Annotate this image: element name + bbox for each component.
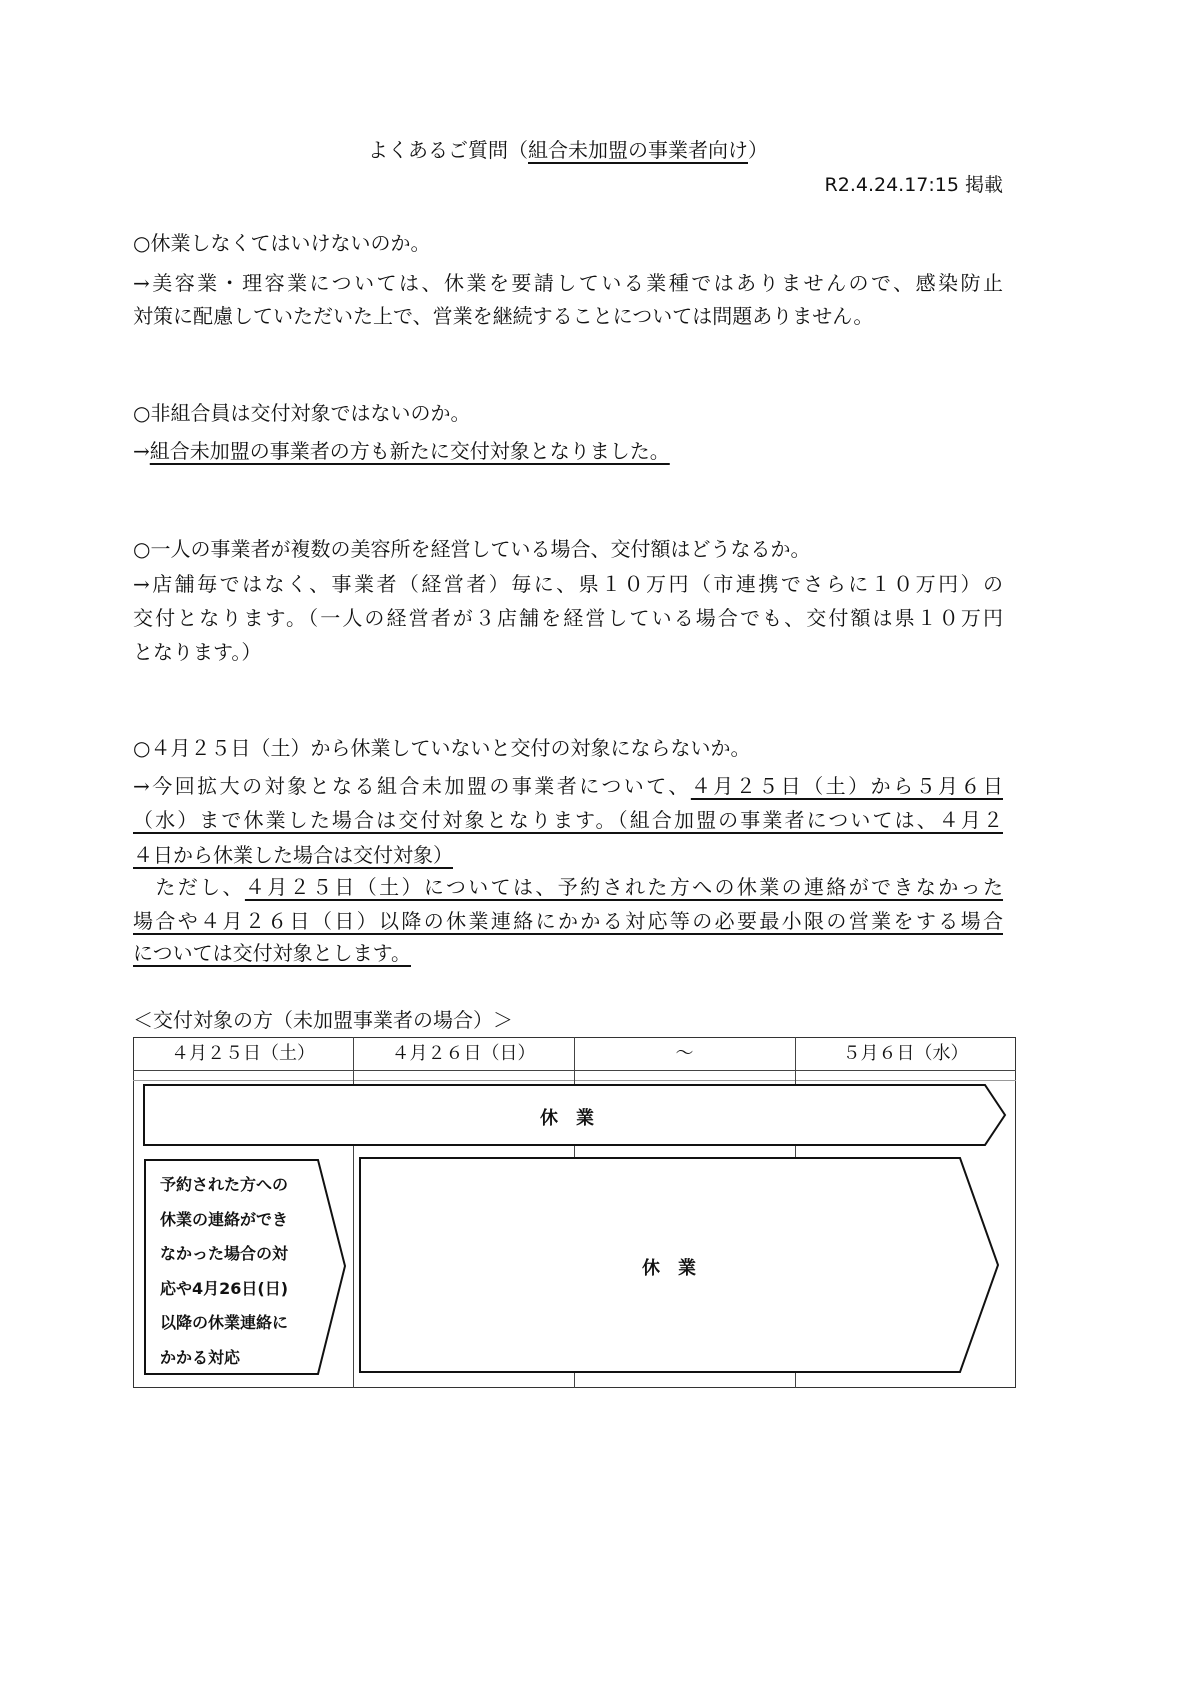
arrow-side-label (160, 1168, 288, 1375)
table-header: ～ (675, 1043, 694, 1064)
side-line: なかった場合の対 (160, 1244, 289, 1263)
arrow: → (133, 439, 150, 463)
title-suffix: ） (748, 138, 768, 162)
answer-4-underlined: ４月２５日（土）から５月６日 (690, 774, 1003, 798)
title-prefix: よくあるご質問（ (368, 138, 528, 162)
question-4: ○４月２５日（土）から休業していないと交付の対象にならないか。 (133, 736, 751, 760)
table-header: ５月６日（水） (842, 1043, 969, 1064)
answer-4-underlined: ４月２５日（土）については、予約された方への休業の連絡ができなかった (244, 875, 1004, 899)
question-2: ○非組合員は交付対象ではないのか。 (133, 401, 471, 425)
side-line: かかる対応 (160, 1347, 241, 1367)
arrow-main-label: 休 業 (642, 1258, 696, 1279)
answer-3-line: 交付となります。（一人の経営者が３店舗を経営している場合でも、交付額は県１０万円 (133, 606, 1003, 630)
answer-1-line: 対策に配慮していただいた上で、営業を継続することについては問題ありません。 (133, 304, 874, 328)
posted-date: R2.4.24.17:15 掲載 (824, 174, 1003, 196)
answer-1-line: →美容業・理容業については、休業を要請している業種ではありませんので、感染防止 (133, 271, 1003, 295)
answer-4-line: ４日から休業した場合は交付対象） (133, 843, 453, 867)
side-line: 休業の連絡ができ (160, 1209, 289, 1229)
table-header: ４月２６日（日） (391, 1043, 536, 1064)
answer-4-plain: →今回拡大の対象となる組合未加盟の事業者について、 (133, 774, 691, 798)
answer-2-text: 組合未加盟の事業者の方も新たに交付対象となりました。 (149, 439, 670, 463)
side-line: 予約された方への (160, 1175, 289, 1194)
answer-4-line: については交付対象とします。 (133, 941, 411, 965)
answer-3-line: となります。） (133, 640, 262, 664)
table-header: ４月２５日（土） (171, 1043, 315, 1064)
answer-3-line: →店舗毎ではなく、事業者（経営者）毎に、県１０万円（市連携でさらに１０万円）の (133, 572, 1003, 596)
side-line: 以降の休業連絡に (160, 1313, 289, 1332)
question-1: ○休業しなくてはいけないのか。 (133, 231, 431, 255)
answer-4-line: （水）まで休業した場合は交付対象となります。（組合加盟の事業者については、４月２ (133, 808, 1003, 832)
answer-4-plain: ただし、 (133, 875, 245, 899)
title-underlined: 組合未加盟の事業者向け (528, 138, 748, 162)
answer-4-line: 場合や４月２６日（日）以降の休業連絡にかかる対応等の必要最小限の営業をする場合 (133, 909, 1003, 933)
arrow-top-label: 休 業 (540, 1108, 594, 1129)
table-caption: ＜交付対象の方（未加盟事業者の場合）＞ (133, 1008, 513, 1032)
side-line: 応や4月26日(日) (160, 1278, 289, 1298)
question-3: ○一人の事業者が複数の美容所を経営している場合、交付額はどうなるか。 (133, 537, 811, 561)
